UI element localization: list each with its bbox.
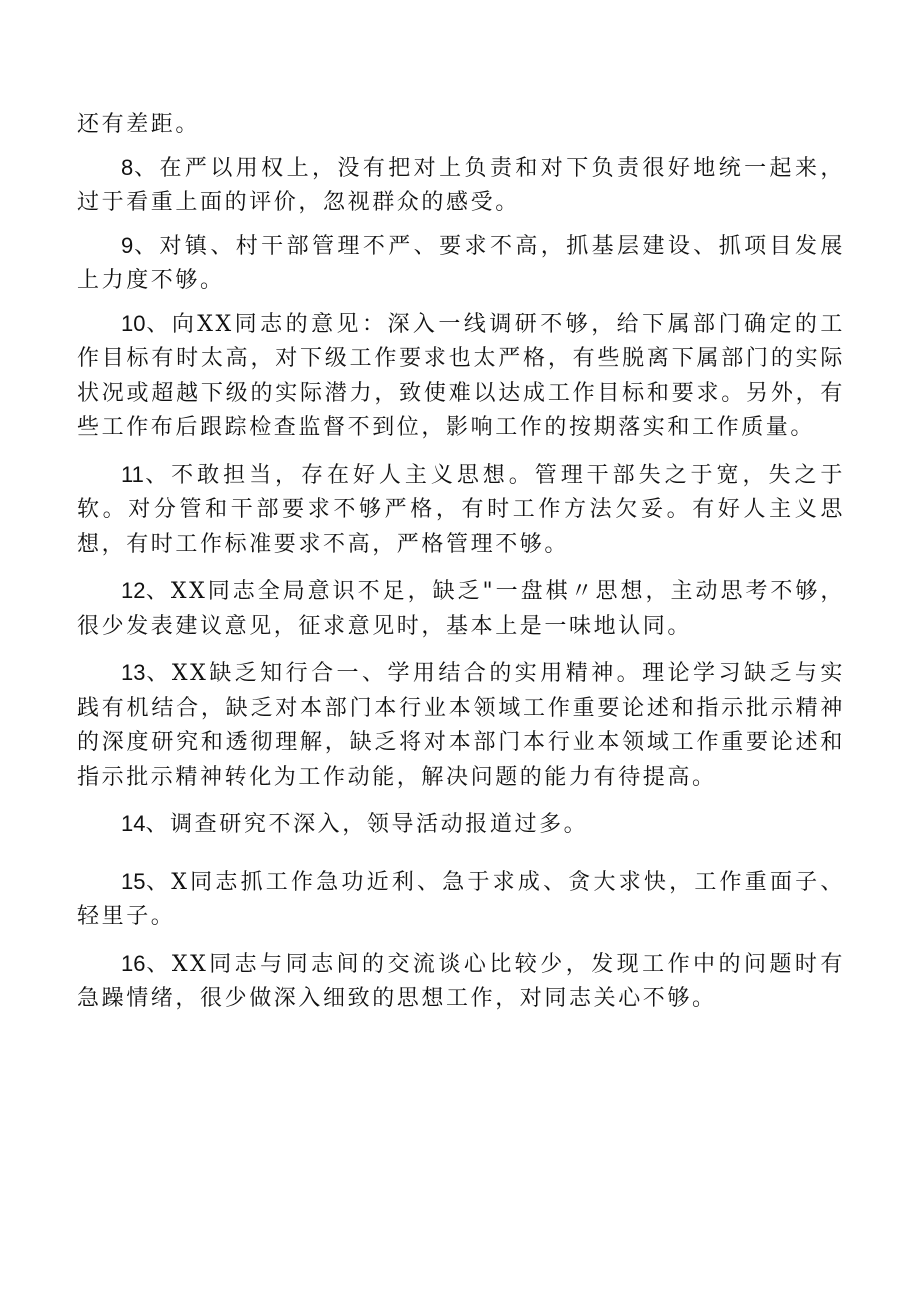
paragraph-item-11 [77,458,845,563]
item-number: 14 [121,811,146,836]
item-number: 15 [121,868,146,894]
paragraph-item-12 [77,574,845,644]
paragraph-text: 、对镇、村干部管理不严、要求不高，抓基层建设、抓项目发展上力度不够。 [77,233,845,293]
paragraph-continuation [77,108,845,143]
paragraph-item-15 [77,865,845,935]
paragraph-text: 、XX缺乏知行合一、学用结合的实用精神。理论学习缺乏与实践有机结合，缺乏对本部门本行业本领域工作重要论述和指示批示精神的深度研究和透彻理解，缺乏将对本部门本行业本领域工作重要论述和指示批示精神转化为工作动能，解决问题的能力有待提高。 [77,661,845,790]
item-number: 12 [121,578,146,603]
paragraph-text: 、在严以用权上，没有把对上负责和对下负责很好地统一起来，过于看重上面的评价，忽视群众的感受。 [77,155,845,215]
paragraph-text: 、向XX同志的意见：深入一线调研不够，给下属部门确定的工作目标有时太高，对下级工作要求也太严格，有些脱离下属部门的实际状况或超越下级的实际潜力，致使难以达成工作目标和要求。另外，有些工作布后跟踪检查监督不到位，影响工作的按期落实和工作质量。 [77,311,845,440]
item-number: 13 [121,660,146,685]
paragraph-text: 、X同志抓工作急功近利、急于求成、贪大求快，工作重面子、轻里子。 [77,869,845,929]
paragraph-item-16 [77,947,845,1017]
document-body [77,108,845,1017]
paragraph-text: 还有差距。 [77,112,201,137]
paragraph-text: 、XX同志与同志间的交流谈心比较少，发现工作中的问题时有急躁情绪，很少做深入细致的思想工作，对同志关心不够。 [77,951,845,1011]
paragraph-text: 、不敢担当，存在好人主义思想。管理干部失之于宽，失之于软。对分管和干部要求不够严格，有时工作方法欠妥。有好人主义思想，有时工作标准要求不高，严格管理不够。 [77,462,845,557]
paragraph-item-13 [77,656,845,795]
paragraph-item-8 [77,151,845,221]
item-number: 16 [121,950,146,976]
paragraph-item-14 [77,807,845,843]
paragraph-item-10 [77,307,845,446]
item-number: 9 [121,232,134,258]
paragraph-text: 、XX同志全局意识不足，缺乏"一盘棋〃思想，主动思考不够，很少发表建议意见，征求意见时，基本上是一味地认同。 [77,579,845,639]
paragraph-text: 、调查研究不深入，领导活动报道过多。 [145,812,589,837]
item-number: 10 [121,310,146,336]
item-number: 8 [121,154,134,180]
paragraph-item-9 [77,229,845,299]
item-number: 11 [121,461,144,487]
